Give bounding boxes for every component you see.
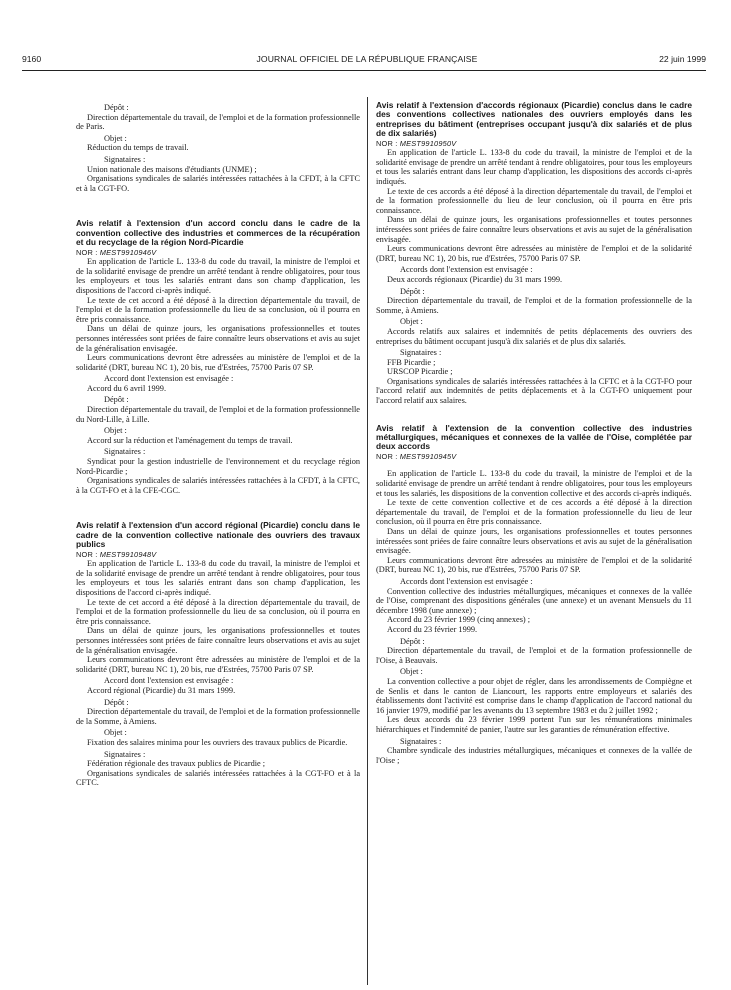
objet-text: La convention collective a pour objet de régler, dans les arrondissements de Compiègne et de Senlis et dans le canton de Liancourt, les rapports entre employeurs et salariés des établissements dont l'activité est comprise dans le champ d'application de l'accord national du 16 janvier 1979, modifié par les avenants du 13 septembre 1983 et du 2 juillet 1992 ; [376,676,692,715]
signataire: Organisations syndicales de salariés intéressées rattachées à la CFTC et à la CGT-FO pour l'accord relatif aux indemnités de petits déplacements et à la CGT-FO uniquement pour l'accord relatif aux salaires. [376,376,692,406]
paragraph: Dans un délai de quinze jours, les organisations professionnelles et toutes personnes intéressées sont priées de faire connaître leurs observations et avis au sujet de la généralisation envisagée. [76,626,360,655]
paragraph: En application de l'article L. 133-8 du code du travail, la ministre de l'emploi et de la solidarité envisage de prendre un arrêté tendant à rendre obligatoires, pour tous les employeurs et tous les salariés entrant dans son champ d'application, les dispositions de l'accord ci-après indiqué. [76,559,360,597]
signataires-label: Signataires : [400,348,442,358]
objet-text: Accord sur la réduction et l'aménagement du temps de travail. [87,435,293,445]
accord-label: Accord dont l'extension est envisagée : [104,374,234,384]
paragraph: Le texte de ces accords a été déposé à la direction départementale du travail, de l'emploi et de la formation professionnelle du lieu de leur conclusion, où il pourra en être pris connaissance. [376,186,692,215]
depot-label: Dépôt : [400,636,425,646]
signataire: Union nationale des maisons d'étudiants (UNME) ; [87,164,257,174]
nor-reference [76,248,360,258]
signataires-label: Signataires : [104,447,146,457]
paragraph: Leurs communications devront être adressées au ministère de l'emploi et de la solidarité (DRT, bureau NC 1), 20 bis, rue d'Estrées, 75700 Paris 07 SP. [76,353,360,372]
depot-text: Direction départementale du travail, de l'emploi et de la formation professionnelle de la Somme, à Amiens. [76,707,360,726]
signataire: FFB Picardie ; [387,357,436,367]
journal-title: JOURNAL OFFICIEL DE LA RÉPUBLIQUE FRANÇAISE [256,54,478,64]
notice-title: Avis relatif à l'extension d'un accord conclu dans le cadre de la convention collective des industries et commerces de la récupération et du recyclage de la région Nord-Picardie [76,218,360,248]
nor-reference [76,550,360,560]
notice-travaux-publics-picardie [76,521,360,787]
signataire: Syndicat pour la gestion industrielle de l'environnement et du recyclage région Nord-Picardie ; [76,457,360,476]
accord-text: Accord du 6 avril 1999. [87,383,167,393]
paragraph: Leurs communications devront être adressées au ministère de l'emploi et de la solidarité (DRT, bureau NC 1), 20 bis, rue d'Estrées, 75700 Paris 07 SP. [376,244,692,263]
depot-text: Direction départementale du travail, de l'emploi et de la formation professionnelle de la Somme, à Amiens. [376,296,692,315]
paragraph: Dans un délai de quinze jours, les organisations professionnelles et toutes personnes intéressées sont priées de faire connaître leurs observations et avis au sujet de la généralisation envisagée. [76,324,360,353]
depot-label: Dépôt : [104,697,129,707]
depot-label: Dépôt : [400,286,425,296]
paragraph: En application de l'article L. 133-8 du code du travail, la ministre de l'emploi et de la solidarité envisage de prendre un arrêté tendant à rendre obligatoires, pour tous les employeurs et tous les salariés entrant dans son champ d'application, les dispositions de l'accord ci-après indiqué. [76,257,360,295]
depot-label: Dépôt : [104,103,129,112]
paragraph: Leurs communications devront être adressées au ministère de l'emploi et de la solidarité (DRT, bureau NC 1), 20 bis, rue d'Estrées, 75700 Paris 07 SP. [376,555,692,575]
nor-prefix: NOR : [376,451,400,461]
accord-label: Accord dont l'extension est envisagée : [104,676,234,686]
notice-recuperation-recyclage [76,219,360,495]
paragraph: Dans un délai de quinze jours, les organisations professionnelles et toutes personnes intéressées sont priées de faire connaître leurs observations et avis au sujet de la généralisation envisagée. [376,527,692,556]
objet-text: Les deux accords du 23 février 1999 portent l'un sur les rémunérations minimales hiérarchiques et l'indemnité de panier, l'autre sur les garanties de rémunération effective. [376,715,692,734]
accord-label: Accords dont l'extension est envisagée : [400,577,533,586]
nor-code: MEST9910946V [99,247,157,257]
objet-label: Objet : [104,728,127,738]
page-number: 9160 [22,54,42,64]
nor-prefix: NOR : [76,247,100,257]
notice-metallurgie-oise [376,424,692,766]
nor-prefix: NOR : [76,549,100,559]
paragraph: En application de l'article L. 133-8 du code du travail, la ministre de l'emploi et de la solidarité envisage de prendre un arrêté tendant à rendre obligatoires, pour tous les employeurs et tous les salariés, les dispositions de la convention collective et des accords ci-après indiqués. [376,469,692,498]
depot-text: Direction départementale du travail, de l'emploi et de la formation professionnelle du Nord-Lille, à Lille. [76,405,360,424]
nor-code: MEST9910950V [399,138,457,148]
objet-label: Objet : [104,426,127,436]
notice-title: Avis relatif à l'extension de la convention collective des industries métallurgiques, mécaniques et connexes de la vallée de l'Oise, complétée par deux accords [376,422,692,452]
nor-code: MEST9910945V [399,451,457,461]
objet-label: Objet : [400,667,423,677]
signataire: Organisations syndicales de salariés intéressées rattachées à la CFDT, à la CFTC, à la CGT-FO et à la CFE-CGC. [76,476,360,495]
objet-text: Fixation des salaires minima pour les ouvriers des travaux publics de Picardie. [87,737,348,747]
issue-date: 22 juin 1999 [659,54,706,64]
nor-reference [376,452,692,462]
signataire: Chambre syndicale des industries métallurgiques, mécaniques et connexes de la vallée de l'Oise ; [376,746,692,765]
paragraph: Le texte de cette convention collective et de ces accords a été déposé à la direction départementale du travail, de l'emploi et de la formation professionnelle du lieu de leur conclusion, où il pourra en être pris connaissance. [376,498,692,527]
notice-batiment-picardie [376,101,692,406]
depot-text: Direction départementale du travail, de l'emploi et de la formation professionnelle de Paris. [76,112,360,132]
right-column [376,101,692,765]
nor-prefix: NOR : [376,138,400,148]
signataire: Fédération régionale des travaux publics de Picardie ; [87,759,266,769]
signataire: Organisations syndicales de salariés intéressées rattachées à la CGT-FO et à la CFTC. [76,768,360,788]
objet-text: Accords relatifs aux salaires et indemnités de petits déplacements des ouvriers des entreprises du bâtiment occupant jusqu'à dix salariés et de plus dix salariés. [376,326,692,346]
page-header [22,55,706,67]
notice-title: Avis relatif à l'extension d'accords régionaux (Picardie) conclus dans le cadre des conventions collectives nationales des ouvriers employés dans les entreprises du bâtiment (entreprises occupant jusqu'à dix salariés et de plus de dix salariés) [376,100,692,139]
paragraph: Le texte de cet accord a été déposé à la direction départementale du travail, de l'emploi et de la formation professionnelle du lieu de sa conclusion, où il pourra en être pris connaissance. [76,597,360,626]
accord-text: Convention collective des industries métallurgiques, mécaniques et connexes de la vallée de l'Oise, comprenant des dispositions générales (une annexe) et un avenant Mensuels du 11 décembre 1998 (une annexe) ; [376,586,692,615]
notice-continued [76,103,360,193]
accord-text: Accord régional (Picardie) du 31 mars 1999. [87,685,236,695]
objet-label: Objet : [104,133,127,143]
nor-code: MEST9910948V [99,549,157,559]
depot-text: Direction départementale du travail, de l'emploi et de la formation professionnelle de l'Oise, à Beauvais. [376,646,692,665]
objet-text: Réduction du temps de travail. [87,143,189,153]
signataire: URSCOP Picardie ; [387,367,453,377]
accord-text: Accord du 23 février 1999. [387,624,478,634]
paragraph: Le texte de cet accord a été déposé à la direction départementale du travail, de l'emploi et de la formation professionnelle du lieu de sa conclusion, où il pourra en être pris connaissance. [76,295,360,324]
header-rule [22,70,706,71]
column-divider [367,97,368,985]
accord-label: Accords dont l'extension est envisagée : [400,265,533,275]
notice-title: Avis relatif à l'extension d'un accord régional (Picardie) conclu dans le cadre de la convention collective nationale des ouvriers des travaux publics [76,520,360,550]
objet-label: Objet : [400,317,423,327]
accord-text: Deux accords régionaux (Picardie) du 31 mars 1999. [387,274,563,284]
left-column [76,101,360,788]
accord-text: Accord du 23 février 1999 (cinq annexes) ; [387,615,531,625]
paragraph: En application de l'article L. 133-8 du code du travail, la ministre de l'emploi et de la solidarité envisage de prendre un arrêté tendant à rendre obligatoires, pour tous les employeurs et tous les salariés entrant dans leur champ d'application, les dispositions des accords ci-après indiqués. [376,148,692,186]
paragraph: Leurs communications devront être adressées au ministère de l'emploi et de la solidarité (DRT, bureau NC 1), 20 bis, rue d'Estrées, 75700 Paris 07 SP. [76,655,360,674]
signataires-label: Signataires : [400,736,442,746]
paragraph: Dans un délai de quinze jours, les organisations professionnelles et toutes personnes intéressées sont priées de faire connaître leurs observations et avis au sujet de la généralisation envisagée. [376,215,692,244]
signataires-label: Signataires : [104,749,146,759]
nor-reference [376,139,692,149]
signataire: Organisations syndicales de salariés intéressées rattachées à la CFDT, à la CFTC et à la CGT-FO. [76,174,360,193]
depot-label: Dépôt : [104,395,129,405]
signataires-label: Signataires : [104,154,146,164]
